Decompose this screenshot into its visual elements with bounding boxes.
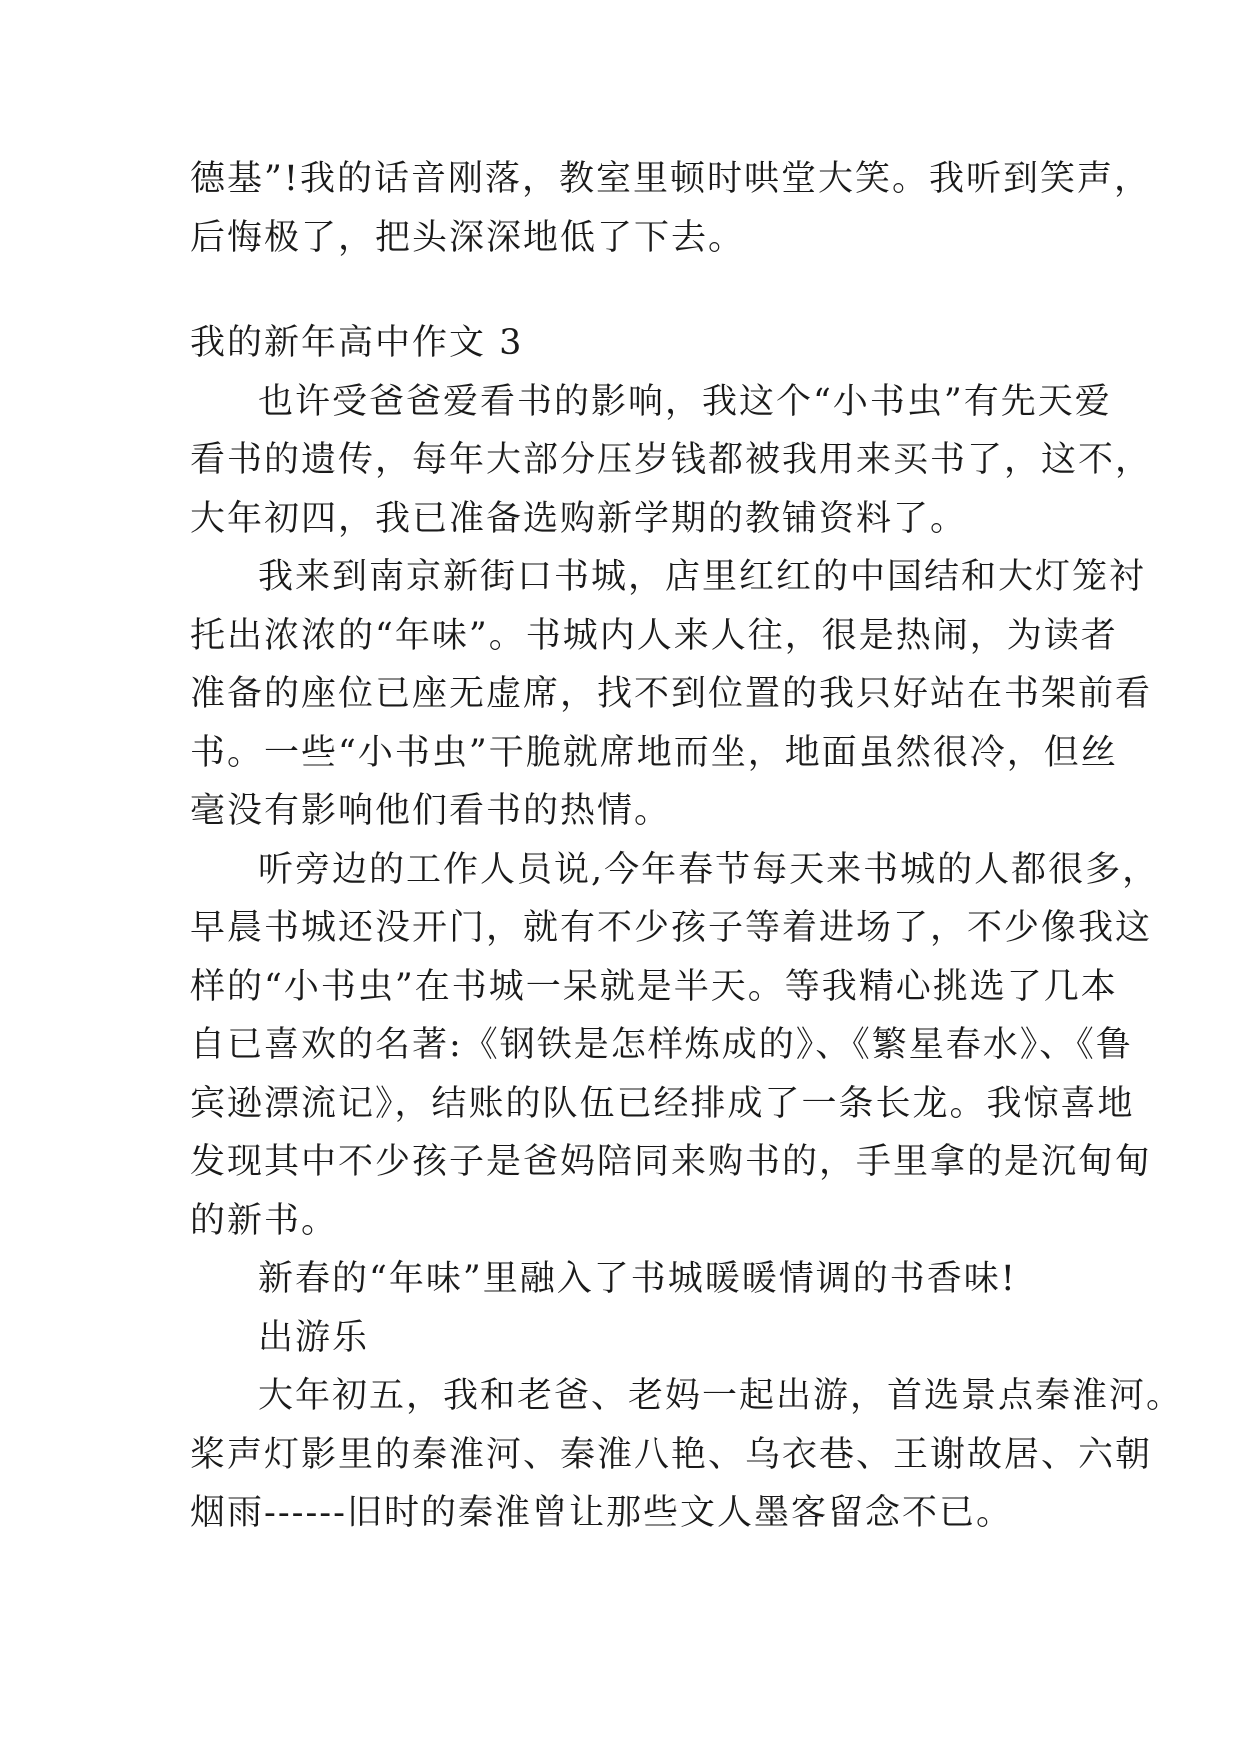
section-gap (190, 267, 1070, 314)
subheading: 出游乐 (258, 1317, 370, 1358)
paragraph-1 (190, 373, 1153, 549)
text-line: 新春的“年味”里融入了书城暖暖情调的书香味! (258, 1259, 1017, 1299)
text-line: 大年初五，我和老爸、老妈一起出游，首选景点秦淮河。 (258, 1376, 1184, 1416)
section-title: 我的新年高中作文 3 (190, 323, 524, 363)
text-line: 大年初四，我已准备选购新学期的教铺资料了。 (190, 498, 968, 539)
document-body (190, 150, 1184, 1543)
text-line: 听旁边的工作人员说,今年春节每天来书城的人都很多， (258, 849, 1160, 890)
text-line: 德基”!我的话音刚落，教室里顿时哄堂大笑。我听到笑声， (190, 159, 1151, 199)
text-line: 烟雨------旧时的秦淮曾让那些文人墨客留念不已。 (190, 1493, 1013, 1533)
text-line: 早晨书城还没开门，就有不少孩子等着进场了，不少像我这 (190, 908, 1153, 948)
text-line: 自已喜欢的名著:《钢铁是怎样炼成的》、《繁星春水》、《鲁 (190, 1025, 1133, 1065)
text-line: 的新书。 (190, 1200, 339, 1241)
text-line: 毫没有影响他们看书的热情。 (190, 791, 672, 831)
paragraph-2 (190, 548, 1153, 841)
text-line: 准备的座位已座无虚席，找不到位置的我只好站在书架前看 (190, 674, 1153, 714)
text-line: 宾逊漂流记》，结账的队伍已经排成了一条长龙。我惊喜地 (190, 1083, 1135, 1124)
text-line: 发现其中不少孩子是爸妈陪同来购书的，手里拿的是沉甸甸 (190, 1142, 1153, 1182)
paragraph-4 (190, 1250, 1070, 1309)
text-line: 托出浓浓的“年味”。书城内人来人往，很是热闹，为读者 (190, 615, 1118, 656)
text-line: 我来到南京新街口书城，店里红红的中国结和大灯笼衬 (258, 557, 1147, 597)
paragraph-3 (190, 841, 1160, 1251)
text-line: 书。一些“小书虫”干脆就席地而坐，地面虽然很冷，但丝 (190, 732, 1118, 773)
continuation-paragraph (190, 150, 1151, 267)
text-line: 后悔极了，把头深深地低了下去。 (190, 217, 746, 258)
text-line: 看书的遗传，每年大部分压岁钱都被我用来买书了，这不， (190, 440, 1153, 480)
section-title-block (190, 314, 1070, 373)
paragraph-6 (190, 1367, 1184, 1543)
text-line: 桨声灯影里的秦淮河、秦淮八艳、乌衣巷、王谢故居、六朝 (190, 1434, 1153, 1475)
text-line: 也许受爸爸爱看书的影响，我这个“小书虫”有先天爱 (258, 381, 1112, 422)
text-line: 样的“小书虫”在书城一呆就是半天。等我精心挑选了几本 (190, 966, 1118, 1007)
subheading-paragraph (190, 1309, 1070, 1368)
